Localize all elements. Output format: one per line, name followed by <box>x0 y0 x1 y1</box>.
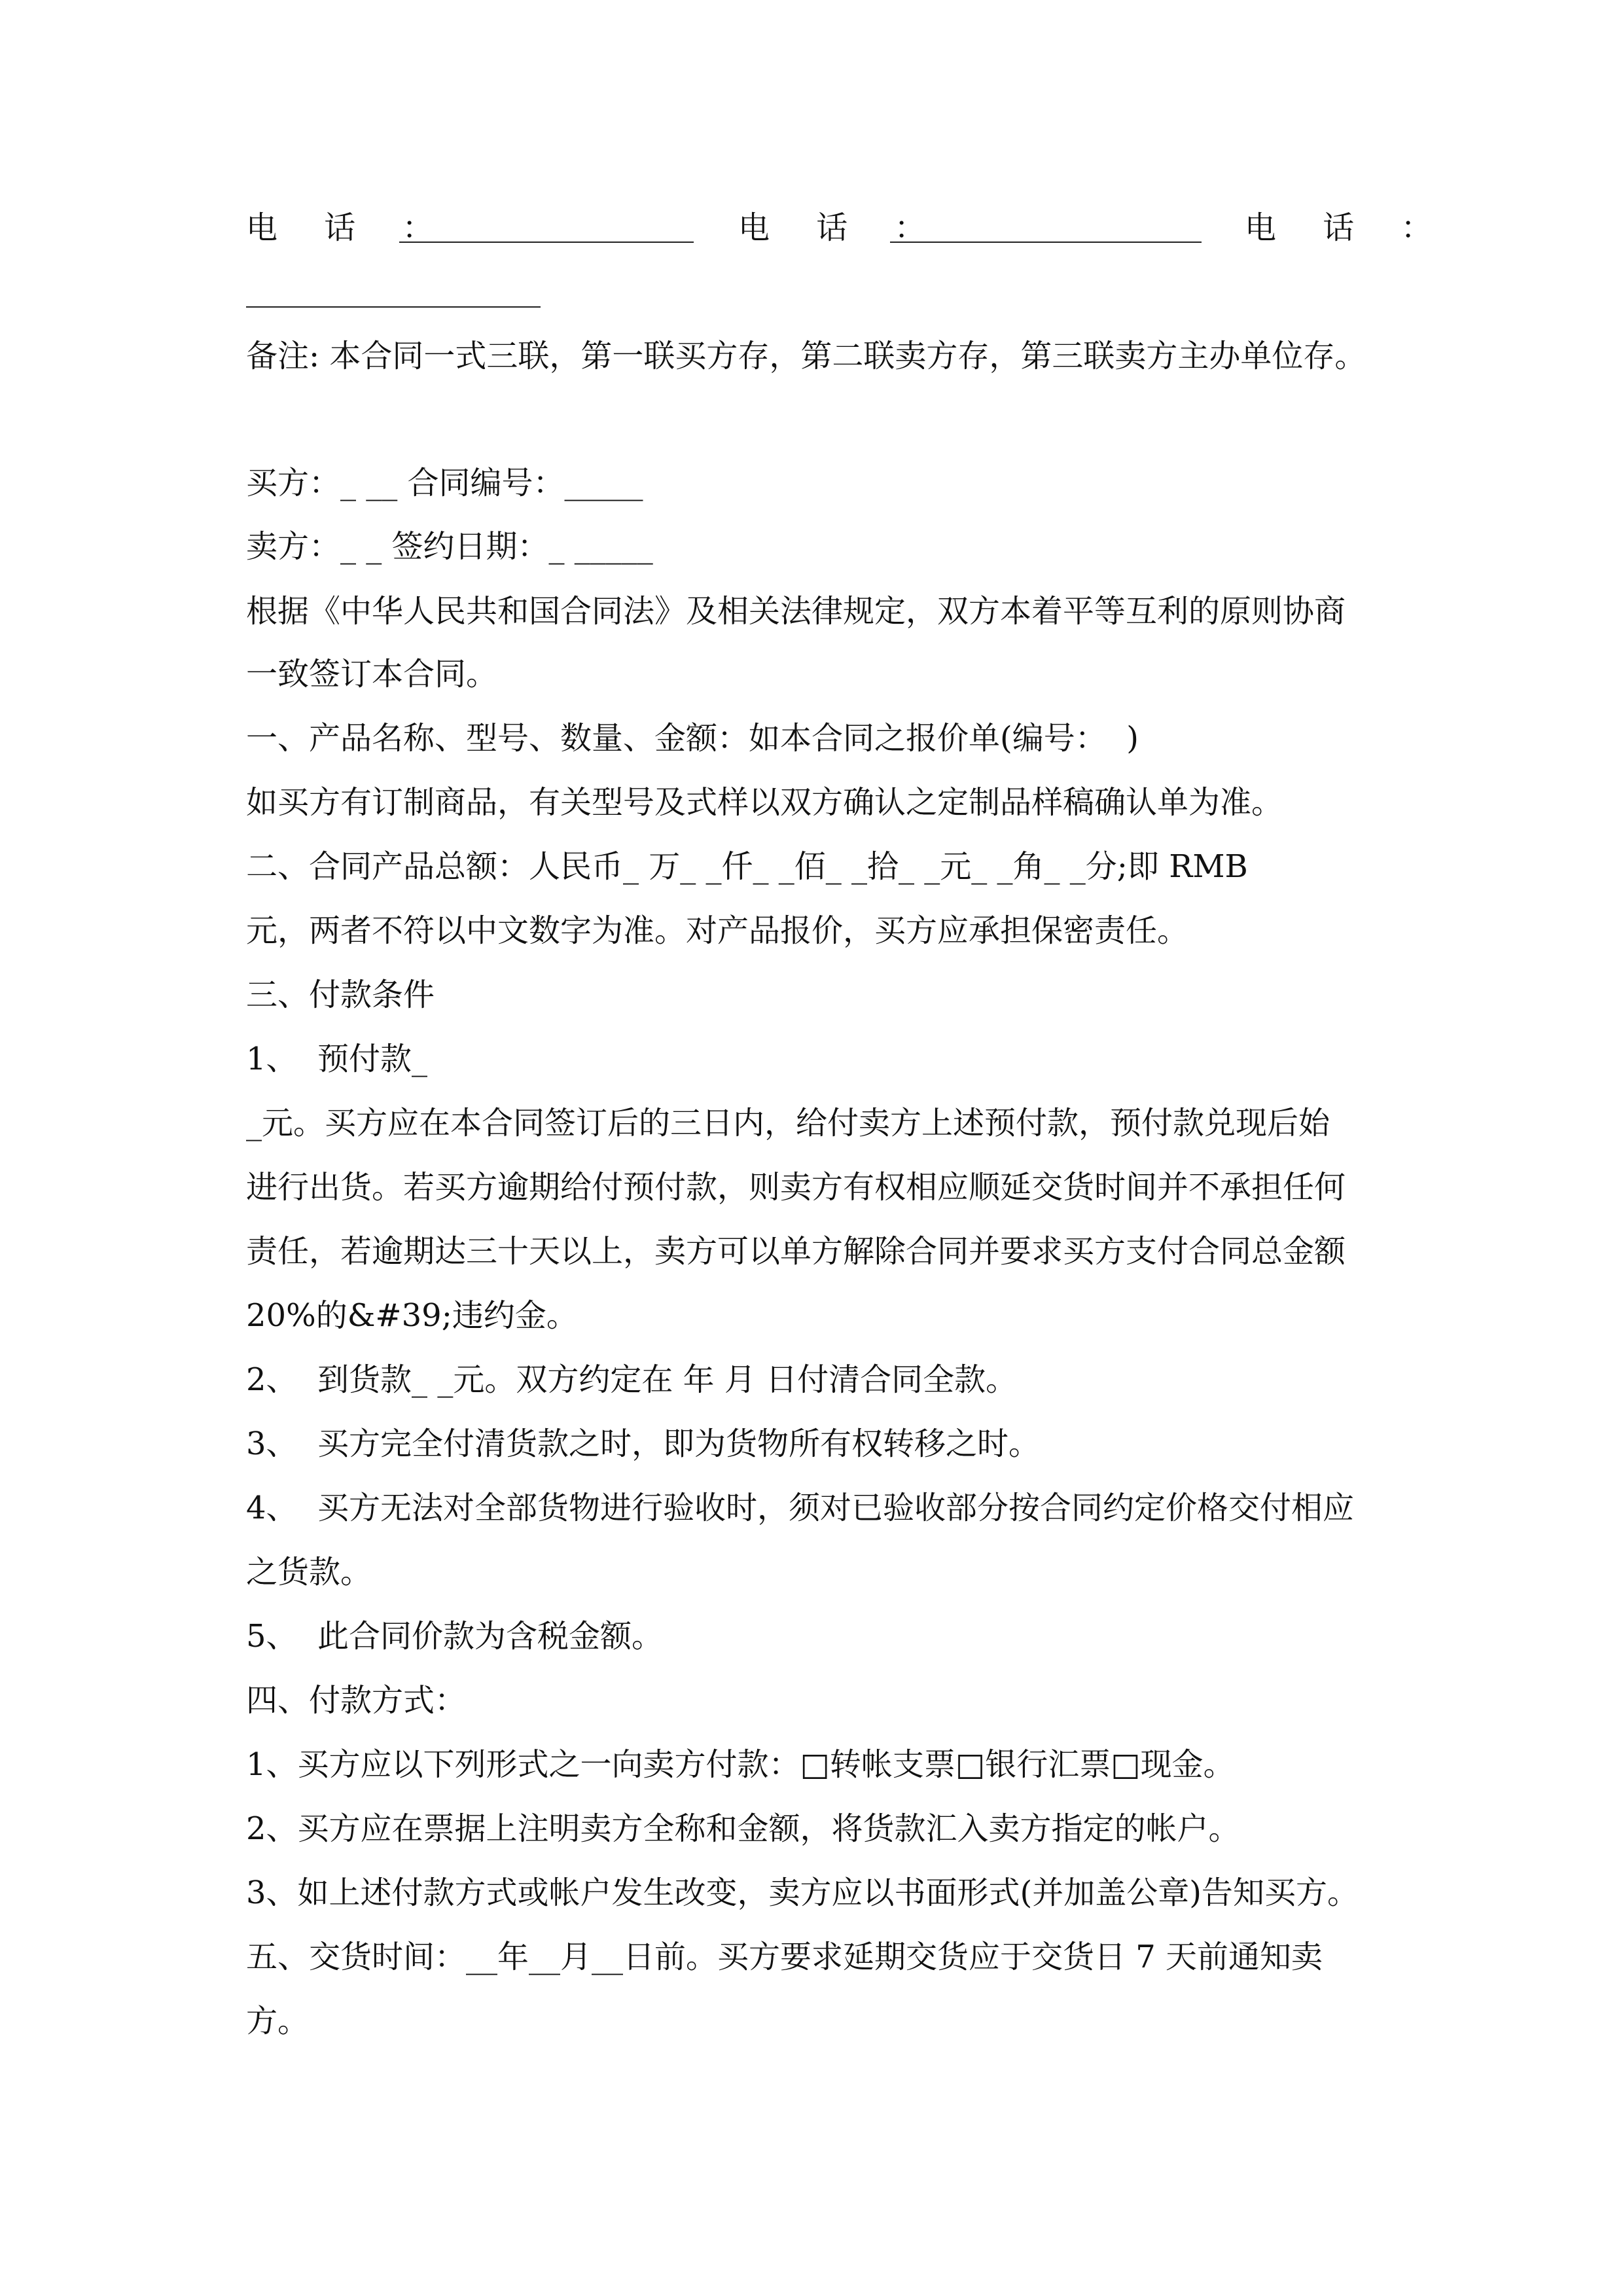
body-line: 1、 预付款_ <box>246 1041 428 1077</box>
body-line: 进行出货。若买方逾期给付预付款，则卖方有权相应顺延交货时间并不承担任何 <box>246 1169 1346 1206</box>
body-line: 元，两者不符以中文数字为准。对产品报价，买方应承担保密责任。 <box>246 912 1189 949</box>
remark-note: 备注: 本合同一式三联，第一联买方存，第二联卖方存，第三联卖方主办单位存。 <box>246 338 1366 374</box>
body-line: 五、交货时间：__年__月__日前。买方要求延期交货应于交货日 7 天前通知卖 <box>246 1939 1323 1975</box>
body-line: 4、 买方无法对全部货物进行验收时，须对已验收部分按合同约定价格交付相应 <box>246 1490 1355 1526</box>
body-line: 2、买方应在票据上注明卖方全称和金额，将货款汇入卖方指定的帐户。 <box>246 1810 1240 1847</box>
phone-blank-2 <box>890 242 1202 243</box>
body-line: 一、产品名称、型号、数量、金额：如本合同之报价单(编号： ) <box>246 720 1139 757</box>
seller-signing-date-line: 卖方：_ _ 签约日期：_ _____ <box>246 528 653 565</box>
body-line: 1、买方应以下列形式之一向卖方付款：□转帐支票□银行汇票□现金。 <box>246 1746 1235 1783</box>
body-line: 责任，若逾期达三十天以上，卖方可以单方解除合同并要求买方支付合同总金额 <box>246 1233 1346 1270</box>
body-line: 20%的&#39;违约金。 <box>246 1297 578 1334</box>
body-line: 二、合同产品总额：人民币_ 万_ _仟_ _佰_ _拾_ _元_ _角_ _分;即 RMB <box>246 848 1248 885</box>
body-line: 如买方有订制商品，有关型号及式样以双方确认之定制品样稿确认单为准。 <box>246 784 1283 821</box>
body-line: 3、 买方完全付清货款之时，即为货物所有权转移之时。 <box>246 1426 1041 1462</box>
body-line: 根据《中华人民共和国合同法》及相关法律规定，双方本着平等互利的原则协商 <box>246 593 1346 630</box>
buyer-contract-number-line: 买方：_ __ 合同编号：_____ <box>246 465 643 501</box>
phone-blank-3 <box>246 306 541 308</box>
body-line: _元。买方应在本合同签订后的三日内，给付卖方上述预付款，预付款兑现后始 <box>246 1105 1330 1141</box>
body-line: 之货款。 <box>246 1554 372 1590</box>
phone-label-3: 电 话 ： <box>1245 209 1451 246</box>
phone-blank-1 <box>399 242 694 243</box>
phone-label-1: 电 话 ： <box>246 209 452 246</box>
body-line: 5、 此合同价款为含税金额。 <box>246 1618 664 1655</box>
phone-label-2: 电 话 ： <box>738 209 944 246</box>
body-line: 三、付款条件 <box>246 977 435 1013</box>
body-line: 四、付款方式： <box>246 1682 467 1719</box>
body-line: 方。 <box>246 2003 310 2039</box>
body-line: 一致签订本合同。 <box>246 656 498 692</box>
body-line: 3、如上述付款方式或帐户发生改变，卖方应以书面形式(并加盖公章)告知买方。 <box>246 1874 1359 1911</box>
body-line: 2、 到货款_ _元。双方约定在 年 月 日付清合同全款。 <box>246 1361 1018 1398</box>
